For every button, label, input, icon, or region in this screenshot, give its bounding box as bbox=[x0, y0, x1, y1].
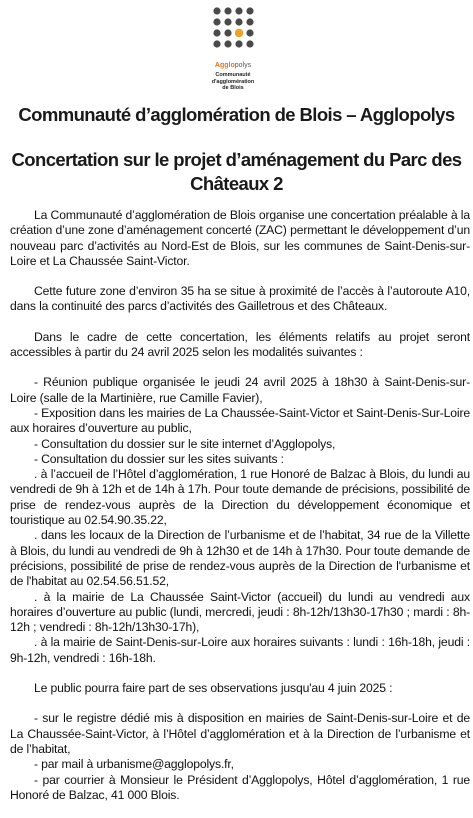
logo-subtitle-line: Communauté bbox=[215, 72, 251, 78]
email-list-item: - par mail à urbanisme@agglopolys.fr, bbox=[34, 757, 234, 772]
logo-brand-name bbox=[203, 62, 263, 69]
logo-subtitle-line: d'agglomération bbox=[211, 78, 255, 85]
logo-brand-suffix: polys bbox=[234, 62, 252, 69]
list-item: - Réunion publique organisée le jeudi 24 avril 2025 à 18h30 à Saint-Denis-sur-Loire (salle de la Martinière, rue Camille Favier), bbox=[10, 375, 470, 405]
list-item: . à l’accueil de l’Hôtel d’agglomération, 1 rue Honoré de Balzac à Blois, du lundi au vendredi de 9h à 12h et de 14h à 17h. Pour toute demande de précisions, possibilité de prise de rendez-vous auprès de la Direction du développement économique et touristique au 02.54.90.35.22, bbox=[10, 467, 470, 528]
notice-title-line: Châteaux 2 bbox=[190, 173, 283, 194]
list-item: - par courrier à Monsieur le Président d’Agglopolys, Hôtel d’agglomération, 1 rue Honoré de Balzac, 41 000 Blois. bbox=[10, 772, 470, 802]
logo-subtitle bbox=[203, 72, 263, 92]
list-item: - Consultation du dossier sur le site internet d’Agglopolys, bbox=[34, 436, 336, 451]
notice-title bbox=[0, 148, 473, 196]
list-item: . à la mairie de La Chaussée Saint-Victor (accueil) du lundi au vendredi aux horaires d’ouverture au public (lundi, mercredi, jeudi : 8h-12h/13h30-17h30 ; mardi : 8h-12h ; vendredi : 8h-12h/13h30-17h), bbox=[10, 589, 470, 635]
list-item: . dans les locaux de la Direction de l’urbanisme et de l’habitat, 34 rue de la Villette à Blois, du lundi au vendredi de 9h à 12h30 et de 14h à 17h30. Pour toute demande de précisions, possibilité de prise de rendez-vous auprès de la Direction de l'urbanisme et de l'habitat au 02.54.56.51.52, bbox=[10, 528, 470, 589]
modalities-list bbox=[10, 375, 470, 666]
intro-paragraph: La Communauté d’agglomération de Blois organise une concertation préalable à la création d’une zone d’aménagement concerté (ZAC) permettant le développement d’un nouveau parc d’activités au Nord-Est de Blois, sur les communes de Saint-Denis-sur-Loire et La Chaussée Saint-Victor. bbox=[10, 208, 470, 268]
modalities-paragraph: Dans le cadre de cette concertation, les éléments relatifs au projet seront accessibles à partir du 24 avril 2025 selon les modalités suivantes : bbox=[10, 329, 470, 360]
logo-brand-prefix: Agglo bbox=[214, 62, 235, 69]
list-item: - Exposition dans les mairies de La Chaussée-Saint-Victor et Saint-Denis-Sur-Loire aux horaires d’ouverture au public, bbox=[10, 405, 470, 436]
notice-title-line: Concertation sur le projet d’aménagement du Parc des bbox=[11, 149, 462, 170]
notice-body bbox=[10, 208, 470, 818]
organization-heading: Communauté d’agglomération de Blois – Agglopolys bbox=[18, 104, 455, 125]
agglopolys-logo bbox=[203, 6, 263, 98]
agglopolys-dot-grid-icon bbox=[211, 6, 255, 54]
list-item: . à la mairie de Saint-Denis-sur-Loire aux horaires suivants : lundi : 16h-18h, jeudi : 9h-12h, vendredi : 16h-18h. bbox=[10, 635, 470, 665]
list-item: - Consultation du dossier sur les sites suivants : bbox=[34, 451, 284, 466]
observations-list bbox=[10, 711, 470, 803]
observations-paragraph: Le public pourra faire part de ses observations jusqu'au 4 juin 2025 : bbox=[34, 681, 393, 696]
logo-subtitle-line: de Blois bbox=[222, 85, 244, 91]
list-item: - sur le registre dédié mis à disposition en mairies de Saint-Denis-sur-Loire et de La Chaussée-Saint-Victor, à l’Hôtel d’agglomération et à la Direction de l’urbanisme et de l’habitat, bbox=[10, 711, 470, 756]
location-paragraph: Cette future zone d’environ 35 ha se situe à proximité de l’accès à l’autoroute A10, dans la continuité des parcs d’activités des Gailletrous et des Châteaux. bbox=[10, 284, 470, 314]
